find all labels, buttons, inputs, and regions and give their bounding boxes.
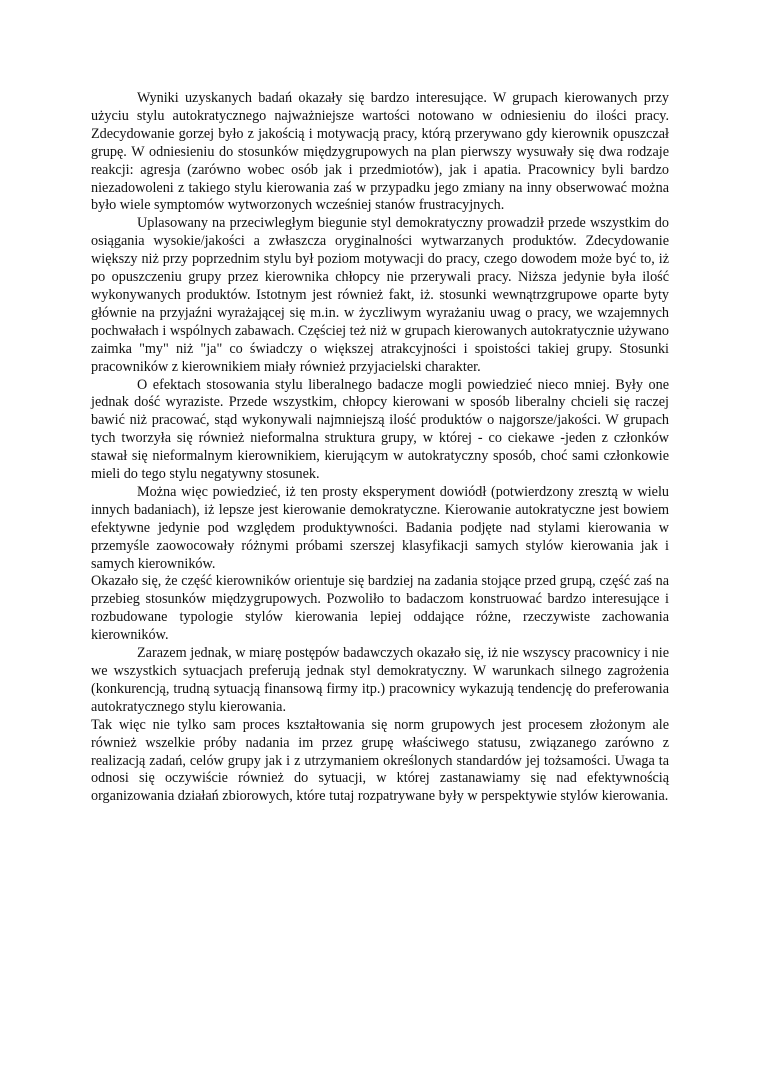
- paragraph-liberal-style: O efektach stosowania stylu liberalnego badacze mogli powiedzieć nieco mniej. Były one jednak dość wyraziste. Przede wszystkim, chłopcy kierowani w sposób liberalny chcieli się raczej bawić niż pracować, stąd wykonywali najmniejszą ilość produktów o najgorsze/jakości. W grupach tych tworzyła się również nieformalna struktura grupy, w której - co ciekawe -jeden z członków stawał się nieformalnym kierownikiem, kierującym w autokratyczny sposób, choć sami członkowie mieli do tego stylu negatywny stosunek.: [91, 376, 669, 483]
- paragraph-autocratic-results: Wyniki uzyskanych badań okazały się bardzo interesujące. W grupach kierowanych przy użyciu stylu autokratycznego najważniejsze wartości notowano w odniesieniu do ilości pracy. Zdecydowanie gorzej było z jakością i motywacją pracy, którą przerywano gdy kierownik opuszczał grupę. W odniesieniu do stosunków międzygrupowych na plan pierwszy wysuwały się dwa rodzaje reakcji: agresja (zarówno wobec osób jak i przedmiotów), jak i apatia. Pracownicy byli bardzo niezadowoleni z takiego stylu kierowania zaś w przypadku jego zmiany na inny obserwować można było wiele symptomów wytworzonych wcześniej stanów frustracyjnych.: [91, 90, 669, 214]
- paragraph-manager-orientation: Okazało się, że część kierowników orientuje się bardziej na zadania stojące przed grupą, część zaś na przebieg stosunków międzygrupowych. Pozwoliło to badaczom konstruować bardzo interesujące i rozbudowane typologie stylów kierowania lepiej oddające różne, rzeczywiste zachowania kierowników.: [91, 573, 669, 644]
- document-page: [91, 90, 669, 806]
- paragraph-research-progress: Zarazem jednak, w miarę postępów badawczych okazało się, iż nie wszyscy pracownicy i nie we wszystkich sytuacjach preferują jednak styl demokratyczny. W warunkach silnego zagrożenia (konkurencją, trudną sytuacją finansową firmy itp.) pracownicy wykazują tendencję do preferowania autokratycznego stylu kierowania.: [91, 645, 669, 715]
- paragraph-democratic-style: Uplasowany na przeciwległym biegunie styl demokratyczny prowadził przede wszystkim do osiągania wysokie/jakości a zwłaszcza oryginalności wytwarzanych produktów. Zdecydowanie większy niż przy poprzednim stylu był poziom motywacji do pracy, czego dowodem może być to, iż po opuszczeniu grupy przez kierownika chłopcy nie przerywali pracy. Niższa jedynie była ilość wykonywanych produktów. Istotnym jest również fakt, iż. stosunki wewnątrzgrupowe oparte byty głównie na przyjaźni wyrażającej się m.in. w życzliwym wyrażaniu uwag o pracy, we wzajemnych pochwałach i wspólnych zabawach. Częściej też niż w grupach kierowanych autokratycznie używano zaimka "my" niż "ja" co świadczy o większej atrakcyjności i spoistości takiej grupy. Stosunki pracowników z kierownikiem miały również przyjacielski charakter.: [91, 215, 669, 375]
- paragraph-experiment-conclusion: Można więc powiedzieć, iż ten prosty eksperyment dowiódł (potwierdzony zresztą w wielu innych badaniach), iż lepsze jest kierowanie demokratyczne. Kierowanie autokratyczne jest bowiem efektywne jedynie pod względem produktywności. Badania podjęte nad stylami kierowania w przemyśle zaowocowały różnymi próbami szerszej klasyfikacji samych stylów kierowania jak i samych kierowników.: [91, 483, 669, 572]
- paragraph-summary: Tak więc nie tylko sam proces kształtowania się norm grupowych jest procesem złożonym ale również wszelkie próby nadania im przez grupę właściwego statusu, związanego zarówno z realizacją zadań, celów grupy jak i z utrzymaniem określonych standardów jej tożsamości. Uwaga ta odnosi się oczywiście również do sytuacji, w której zastanawiamy się nad efektywnością organizowania działań zbiorowych, które tutaj rozpatrywane były w perspektywie stylów kierowania.: [91, 716, 669, 805]
